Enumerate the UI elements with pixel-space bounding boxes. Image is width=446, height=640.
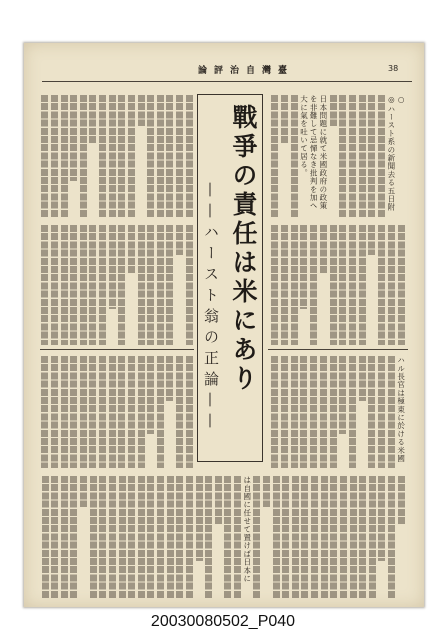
body-text-column (165, 356, 175, 468)
body-text-column (281, 476, 291, 598)
body-text-column (146, 356, 156, 468)
body-text-column (396, 476, 406, 598)
body-text-line (89, 95, 96, 144)
body-text-column (377, 225, 387, 345)
body-text-column (280, 356, 290, 468)
body-text-column (357, 356, 367, 468)
body-text-line (281, 95, 288, 144)
body-text-line (176, 476, 183, 598)
body-text-column (108, 476, 118, 598)
body-text-column (289, 225, 299, 345)
body-text-column (357, 95, 367, 218)
body-text-line (186, 476, 193, 598)
body-text-line (176, 225, 183, 255)
body-text-line (291, 225, 298, 345)
body-text-column (319, 225, 329, 345)
body-text-column (88, 476, 98, 598)
body-text-column (387, 95, 397, 218)
body-text-column (117, 476, 127, 598)
body-text-line (157, 95, 164, 218)
body-text-column (328, 356, 338, 468)
body-text-line: ◎ハースト系の新聞去る五日附 (386, 95, 396, 212)
body-text-line (330, 225, 337, 345)
body-text-line (128, 95, 135, 218)
body-text-column (136, 225, 146, 345)
body-text-line (41, 95, 48, 218)
body-text-line (398, 225, 405, 345)
body-text-line (90, 476, 97, 598)
body-text-column (348, 95, 358, 218)
body-text-line (320, 225, 327, 273)
body-text-line (99, 356, 106, 468)
body-text-column (185, 476, 195, 598)
body-text-column (387, 356, 397, 468)
body-text-column (289, 95, 299, 218)
body-text-line (321, 476, 328, 598)
body-text-line (109, 95, 116, 218)
body-text-column (165, 95, 175, 218)
body-text-column (328, 95, 338, 218)
body-text-line (310, 356, 317, 468)
body-text-line (166, 356, 173, 401)
body-text-line (378, 356, 385, 468)
body-text-column (396, 225, 406, 345)
body-text-column (319, 95, 329, 218)
body-text-line (70, 225, 77, 345)
body-text-line (378, 225, 385, 345)
body-text-column (88, 356, 98, 468)
body-text-line (398, 476, 405, 525)
body-text-line (128, 356, 135, 468)
body-tier1-right (270, 95, 406, 218)
body-text-line: 大に氣を吐いて居る。 (299, 95, 309, 177)
body-text-column (271, 476, 281, 598)
body-text-column (319, 476, 329, 598)
archive-id-caption: 20030080502_P040 (150, 613, 296, 630)
body-text-column (367, 95, 377, 218)
body-text-line (176, 95, 183, 218)
body-text-line (51, 356, 58, 468)
tier-divider-right (268, 349, 408, 350)
body-text-column (309, 95, 319, 218)
body-text-line (292, 476, 299, 598)
body-text-column (309, 356, 319, 468)
body-text-column (69, 225, 79, 345)
body-text-line: は自國に任せて置けば日本に (242, 476, 252, 583)
body-text-column (223, 476, 233, 598)
body-text-column (88, 225, 98, 345)
body-text-line (340, 476, 347, 598)
body-text-line (118, 95, 125, 218)
body-text-column (146, 476, 156, 598)
body-text-column (299, 225, 309, 345)
body-text-column (338, 356, 348, 468)
body-text-column (98, 476, 108, 598)
body-text-column (156, 95, 166, 218)
body-text-column (88, 95, 98, 218)
body-text-line (263, 476, 270, 507)
body-text-column (214, 476, 224, 598)
body-text-column (127, 225, 137, 345)
body-text-column (357, 225, 367, 345)
page-number: 38 (388, 64, 399, 73)
body-tier3-right (270, 356, 406, 468)
body-text-column (40, 476, 50, 598)
body-text-line (80, 95, 87, 218)
body-tier2-right (270, 225, 406, 345)
body-text-column (367, 356, 377, 468)
body-text-column (156, 356, 166, 468)
body-text-line (118, 225, 125, 345)
body-text-column (69, 95, 79, 218)
body-text-line (41, 225, 48, 345)
body-text-column (79, 476, 89, 598)
body-text-line (166, 95, 173, 218)
article-subtitle: ——ハースト翁の正論—— (202, 182, 220, 434)
body-text-line (186, 95, 193, 218)
body-text-line (369, 476, 376, 598)
body-text-line (281, 225, 288, 345)
body-text-line (51, 476, 58, 598)
body-text-line (253, 476, 260, 598)
body-text-line (109, 476, 116, 598)
body-text-line (282, 476, 289, 598)
body-text-line (339, 225, 346, 345)
body-text-line (118, 356, 125, 468)
body-text-column (309, 225, 319, 345)
body-text-line (61, 95, 68, 218)
body-text-line (89, 225, 96, 345)
body-text-column (280, 225, 290, 345)
body-text-column (107, 225, 117, 345)
header-rule (42, 81, 412, 82)
body-text-line (80, 476, 87, 507)
body-text-column (377, 476, 387, 598)
body-text-line (128, 225, 135, 273)
body-text-line (388, 225, 395, 345)
body-text-line (359, 95, 366, 218)
body-text-column (184, 225, 194, 345)
body-text-column (79, 95, 89, 218)
body-text-column (396, 95, 406, 218)
body-text-column (40, 356, 50, 468)
body-text-line (271, 356, 278, 468)
body-text-column (50, 476, 60, 598)
body-text-line (176, 356, 183, 468)
body-text-line (205, 476, 212, 598)
body-text-column (50, 356, 60, 468)
body-text-column (127, 476, 137, 598)
body-text-column (40, 225, 50, 345)
body-text-line (234, 476, 241, 598)
body-text-line (368, 225, 375, 255)
body-text-column (156, 225, 166, 345)
body-text-column (291, 476, 301, 598)
body-text-column (40, 95, 50, 218)
magazine-title: 論評治自灣臺 (197, 66, 294, 76)
body-text-line (51, 225, 58, 345)
body-text-line (196, 476, 203, 561)
body-text-column (98, 95, 108, 218)
body-text-line (41, 356, 48, 468)
body-text-line (147, 225, 154, 345)
body-text-column (136, 356, 146, 468)
body-text-line (147, 476, 154, 598)
body-text-line (99, 476, 106, 598)
body-text-column (146, 95, 156, 218)
body-text-line (61, 476, 68, 598)
body-text-column (79, 225, 89, 345)
body-text-column (165, 225, 175, 345)
body-text-column (252, 476, 262, 598)
body-text-column (262, 476, 272, 598)
body-text-column (98, 225, 108, 345)
body-text-column (165, 476, 175, 598)
body-text-column (329, 476, 339, 598)
body-text-line (359, 356, 366, 401)
body-text-column (136, 95, 146, 218)
body-text-column (367, 225, 377, 345)
body-text-line (61, 225, 68, 345)
body-text-column (299, 356, 309, 468)
body-text-column (387, 225, 397, 345)
body-text-line (281, 356, 288, 468)
body-text-column (338, 95, 348, 218)
body-text-column (377, 356, 387, 468)
body-text-line (339, 95, 346, 218)
body-text-column (270, 225, 280, 345)
body-text-line (61, 356, 68, 468)
body-text-column (328, 225, 338, 345)
tier-divider-left (40, 349, 194, 350)
body-text-line (42, 476, 49, 598)
body-text-line (273, 476, 280, 598)
body-text-line: ○ (396, 95, 406, 105)
body-text-column (348, 225, 358, 345)
body-text-line (330, 95, 337, 126)
body-text-line (215, 476, 222, 525)
body-text-column (280, 95, 290, 218)
body-text-column (175, 356, 185, 468)
body-text-column (127, 95, 137, 218)
body-text-line (70, 95, 77, 181)
body-text-column (50, 225, 60, 345)
body-text-line (80, 225, 87, 345)
body-text-line (320, 356, 327, 468)
body-text-column (117, 95, 127, 218)
body-text-column (137, 476, 147, 598)
body-text-line (147, 356, 154, 434)
body-text-line (109, 225, 116, 309)
body-text-line (157, 476, 164, 598)
body-tier3-left (40, 356, 194, 468)
body-text-line: 日本問題に就て米國政府の政策 (318, 95, 328, 210)
body-text-line (300, 356, 307, 468)
body-text-line (271, 225, 278, 345)
body-text-column (338, 225, 348, 345)
body-text-column (79, 356, 89, 468)
body-text-line (224, 476, 231, 598)
body-text-column (396, 356, 406, 468)
body-text-line (330, 356, 337, 468)
body-text-line (138, 476, 145, 598)
body-text-line (147, 95, 154, 218)
body-text-line (311, 476, 318, 598)
body-text-line (99, 225, 106, 345)
body-text-line (138, 225, 145, 345)
body-text-line (388, 356, 395, 468)
body-text-column (60, 476, 70, 598)
body-tier2-left (40, 225, 194, 345)
body-text-line (80, 356, 87, 468)
article-title: 戰爭の責任は米にあり (229, 104, 258, 394)
body-text-line (378, 95, 385, 218)
body-text-line: を非難して忌憚なき批判を加へ (309, 95, 319, 210)
body-tier4 (40, 476, 406, 598)
body-text-line (70, 476, 77, 598)
body-text-column (233, 476, 243, 598)
body-text-column (117, 225, 127, 345)
body-text-column (184, 356, 194, 468)
body-text-line (368, 95, 375, 218)
body-text-line (70, 356, 77, 468)
body-text-line (157, 356, 164, 468)
body-text-line (359, 225, 366, 345)
body-text-column (242, 476, 252, 598)
body-text-line (157, 225, 164, 345)
body-text-column (300, 476, 310, 598)
body-text-column (377, 95, 387, 218)
body-text-line (51, 95, 58, 218)
body-text-line (301, 476, 308, 598)
body-text-line (119, 476, 126, 598)
body-text-column (59, 95, 69, 218)
body-text-line (310, 225, 317, 345)
body-text-column (310, 476, 320, 598)
body-text-column (127, 356, 137, 468)
body-text-column (107, 95, 117, 218)
body-text-line (388, 476, 395, 598)
body-text-column (339, 476, 349, 598)
body-text-line (138, 356, 145, 468)
body-text-column (50, 95, 60, 218)
body-text-column (204, 476, 214, 598)
body-text-line (350, 476, 357, 598)
body-text-column (69, 476, 79, 598)
body-text-line (349, 95, 356, 218)
body-text-line (291, 95, 298, 218)
body-text-line (271, 95, 278, 218)
body-text-column (107, 356, 117, 468)
body-text-line (128, 476, 135, 598)
body-text-column (368, 476, 378, 598)
body-text-column (299, 95, 309, 218)
body-text-column (184, 95, 194, 218)
body-text-line (378, 476, 385, 561)
body-text-column (319, 356, 329, 468)
body-tier1-left (40, 95, 194, 218)
body-text-line (99, 95, 106, 218)
body-text-line (186, 225, 193, 345)
body-text-column (175, 95, 185, 218)
body-text-column (348, 476, 358, 598)
body-text-line (359, 476, 366, 598)
body-text-column (270, 95, 280, 218)
body-text-line (186, 356, 193, 468)
body-text-column (358, 476, 368, 598)
body-text-column (175, 225, 185, 345)
body-text-column (387, 476, 397, 598)
body-text-column (156, 476, 166, 598)
body-text-column (175, 476, 185, 598)
body-text-column (348, 356, 358, 468)
body-text-line: ハル長官は極東に於ける米國 (396, 356, 406, 463)
body-text-line (291, 356, 298, 468)
body-text-line (89, 356, 96, 468)
body-text-column (289, 356, 299, 468)
body-text-line (167, 476, 174, 598)
body-text-column (98, 356, 108, 468)
body-text-column (117, 356, 127, 468)
body-text-line (138, 95, 145, 126)
body-text-line (368, 356, 375, 468)
body-text-line (330, 476, 337, 598)
body-text-line (300, 225, 307, 309)
body-text-column (59, 356, 69, 468)
body-text-line (339, 356, 346, 434)
body-text-line (349, 225, 356, 345)
body-text-column (194, 476, 204, 598)
body-text-line (109, 356, 116, 468)
body-text-column (270, 356, 280, 468)
body-text-column (146, 225, 156, 345)
body-text-line (166, 225, 173, 345)
body-text-column (69, 356, 79, 468)
body-text-line (349, 356, 356, 468)
body-text-column (59, 225, 69, 345)
